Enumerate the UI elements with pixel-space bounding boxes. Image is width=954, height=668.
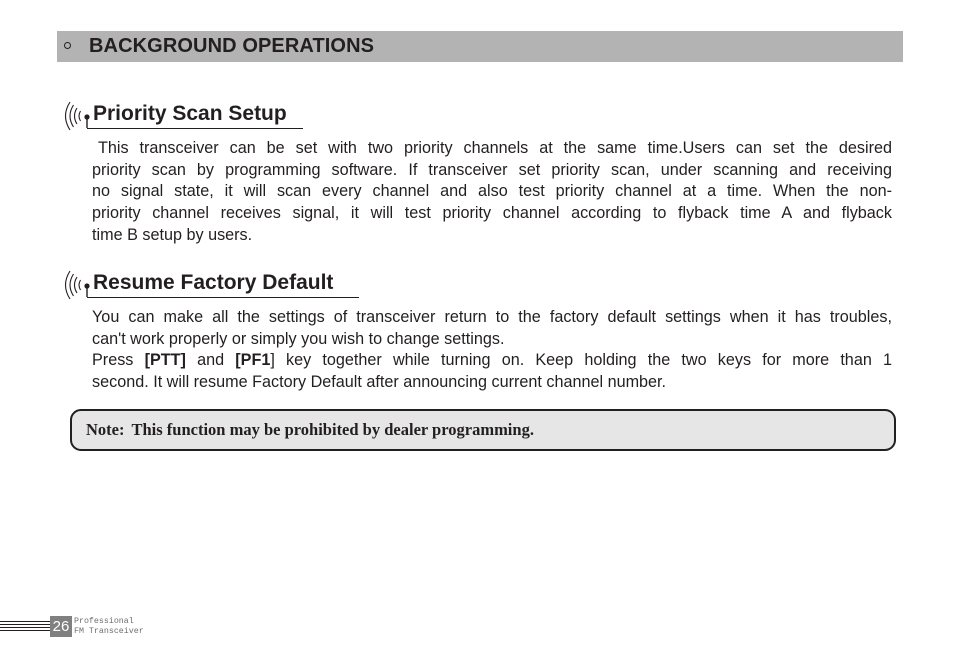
section-header-bar [57, 31, 903, 62]
text-line: This transceiver can be set with two priority channels at the same time.Users can set the desired [98, 139, 892, 157]
text-line: can't work properly or simply you wish to change settings. [92, 329, 505, 348]
page-number: 26 [50, 616, 72, 637]
note-label: Note: [86, 420, 125, 439]
heading-underline [87, 128, 303, 129]
text-line: priority scan by programming software. If transceiver set priority scan, under scanning and receiving [92, 160, 892, 179]
section-title: BACKGROUND OPERATIONS [89, 35, 375, 57]
note-box [70, 409, 896, 451]
factory-default-paragraph [92, 307, 892, 394]
bullet-circle-icon [64, 42, 71, 49]
press-keys-line [92, 350, 892, 372]
priority-scan-heading [64, 101, 304, 133]
footer-caption-line: Professional [74, 617, 134, 626]
text-line: no signal state, it will scan every channel and also test priority channel at a time. When the non- [92, 182, 892, 201]
text-fragment: and [197, 351, 225, 370]
pf1-key-label: [PF1 [235, 351, 271, 370]
text-fragment: Press [92, 351, 134, 370]
footer-rule-lines [0, 620, 50, 632]
text-line: priority channel receives signal, it will test priority channel according to flyback time A and flyback [92, 204, 892, 223]
factory-default-heading [64, 270, 364, 302]
text-line: You can make all the settings of transceiver return to the factory default settings when it has troubles, [92, 308, 892, 326]
text-line: second. It will resume Factory Default after announcing current channel number. [92, 373, 667, 392]
priority-scan-title: Priority Scan Setup [93, 102, 287, 125]
footer-caption [74, 617, 144, 637]
note-message: This function may be prohibited by dealer programming. [131, 420, 534, 439]
footer-caption-line: FM Transceiver [74, 627, 144, 636]
text-line: time B setup by users. [92, 225, 253, 244]
heading-underline [87, 297, 359, 298]
text-fragment: ] [270, 351, 275, 370]
note-text [86, 420, 534, 440]
ptt-key-label: [PTT] [144, 351, 186, 370]
text-fragment: key together while turning on. Keep holding the two keys for more than 1 [286, 351, 892, 370]
factory-default-title: Resume Factory Default [93, 271, 334, 294]
priority-scan-paragraph [92, 138, 892, 247]
